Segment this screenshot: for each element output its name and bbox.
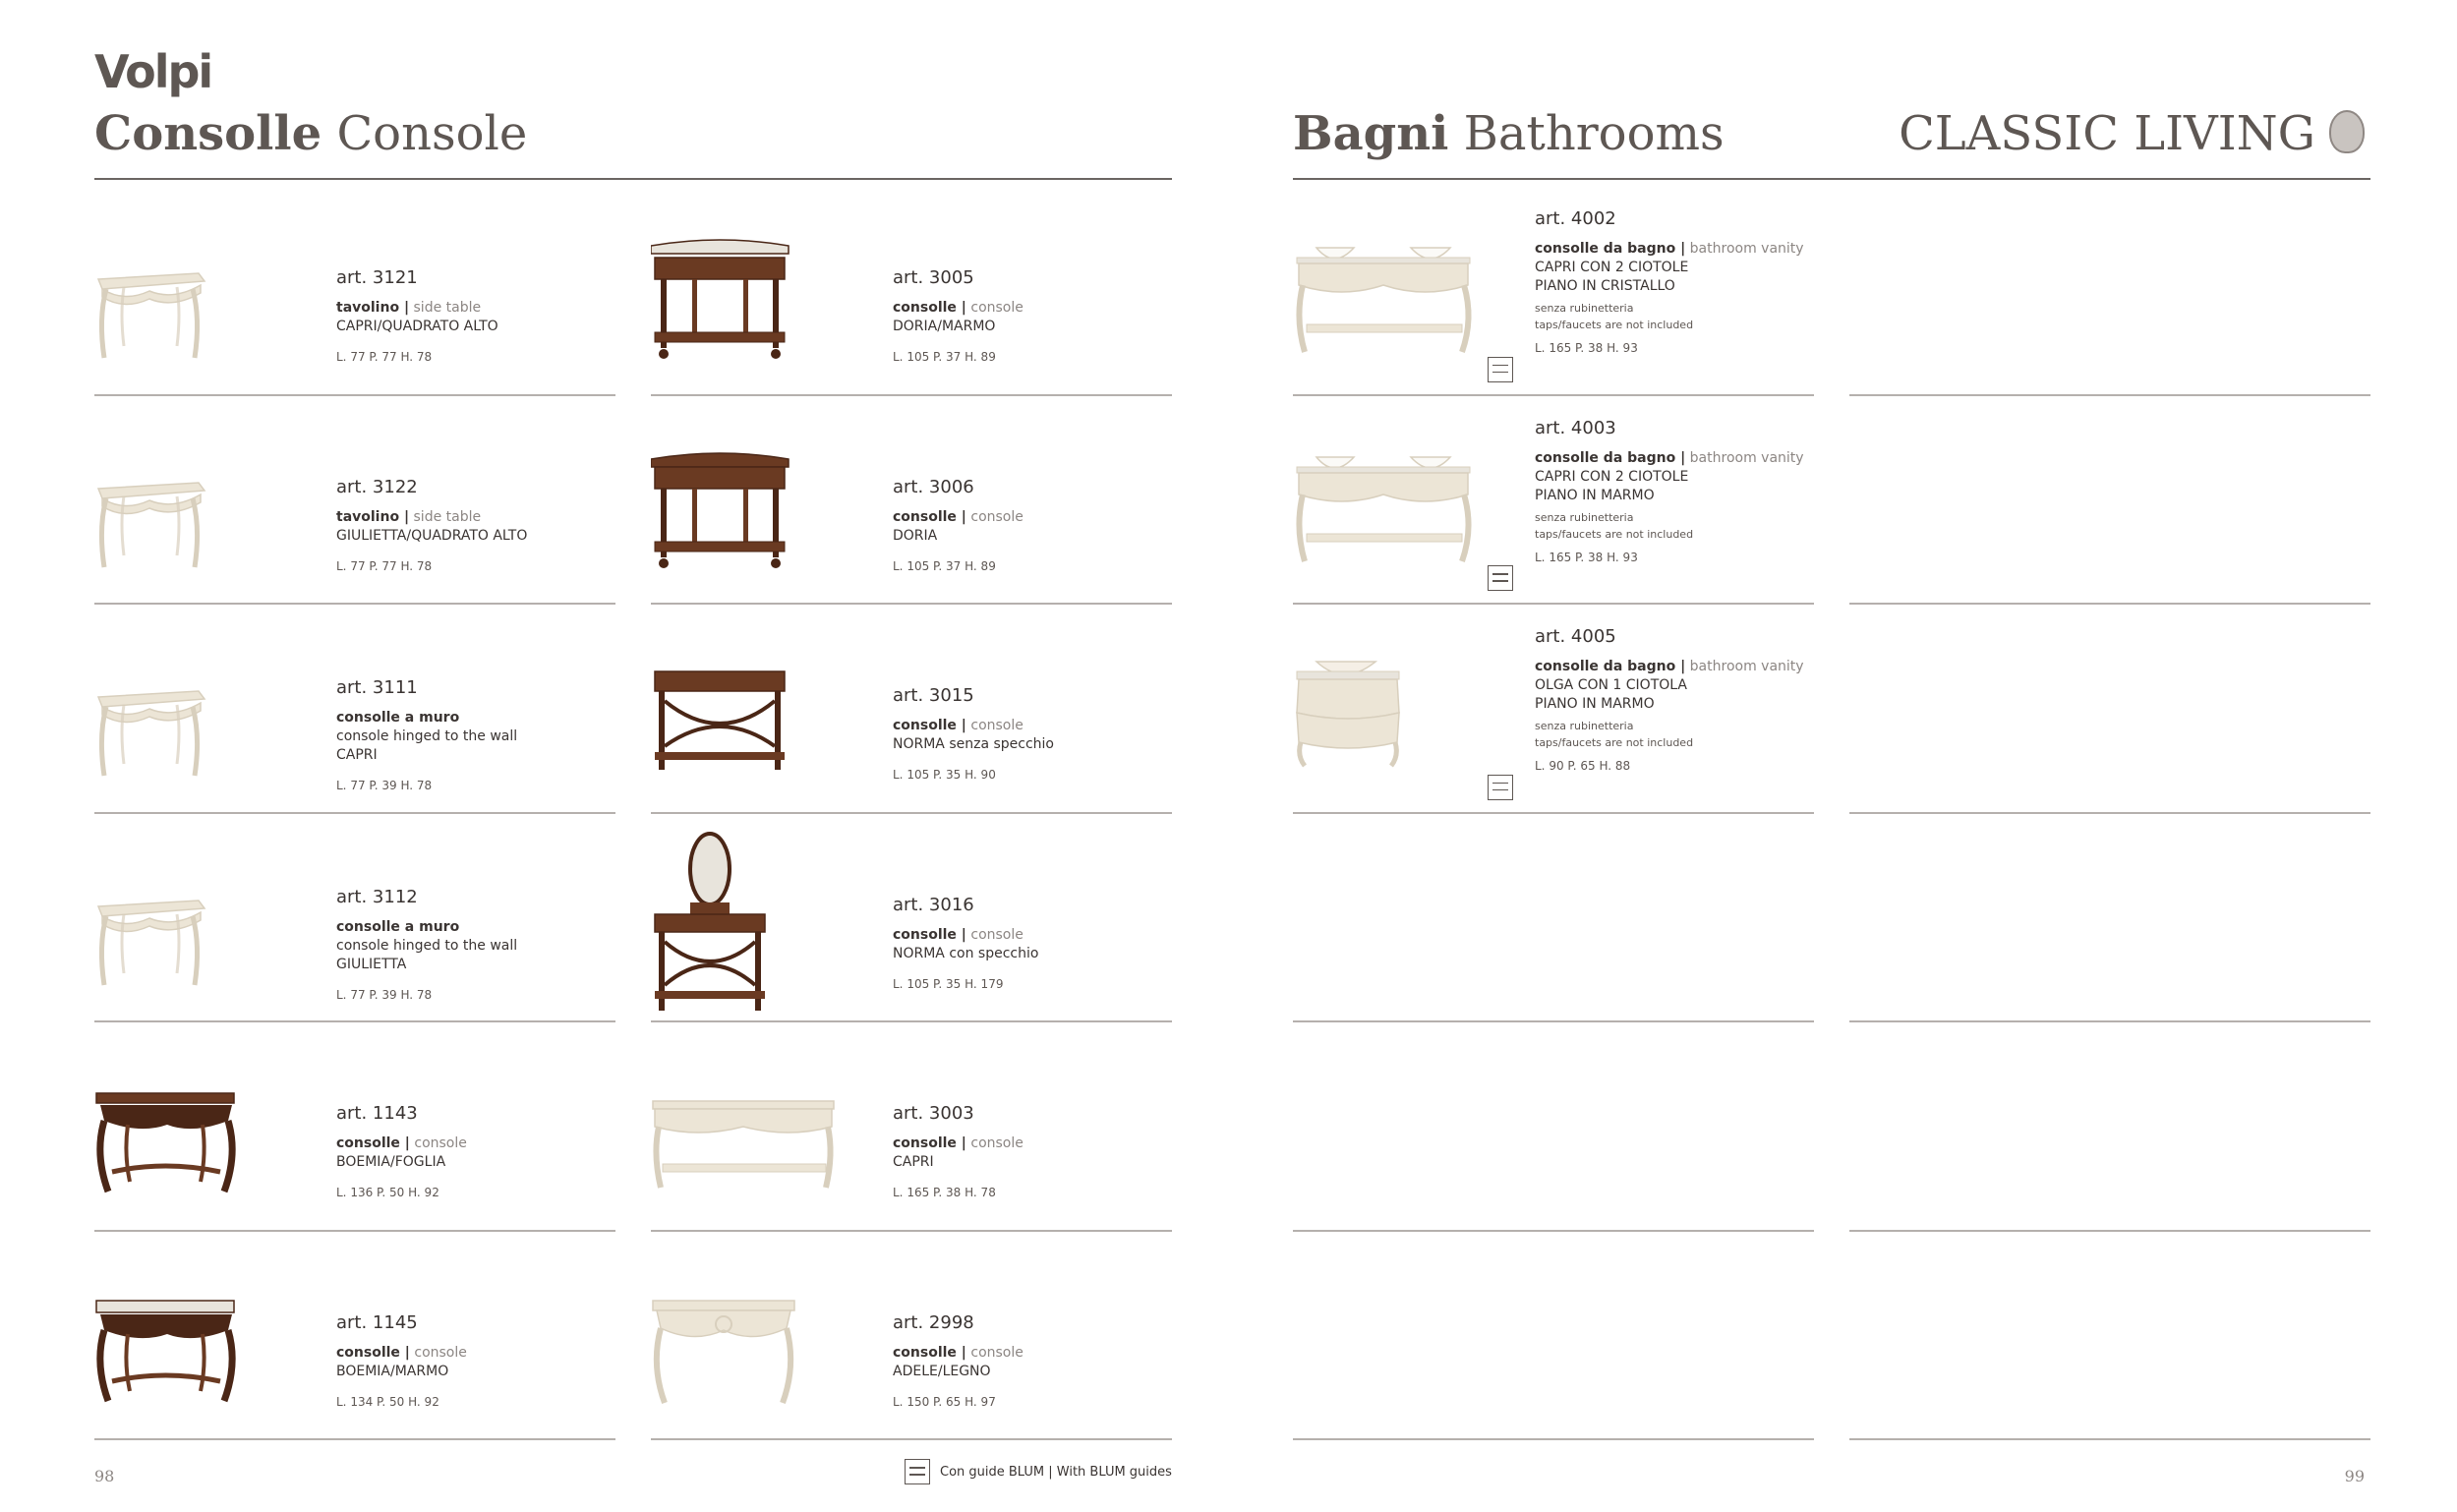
category-it: consolle | (893, 508, 966, 525)
product-dimensions: L. 77 P. 77 H. 78 (336, 350, 433, 364)
product-info (893, 477, 1024, 573)
product-name: BOEMIA/MARMO (336, 1363, 449, 1379)
category-it: consolle a muro (336, 918, 460, 935)
product-info (336, 1103, 467, 1199)
product-card (651, 814, 1172, 1023)
category-en: console (970, 508, 1024, 525)
product-info (1535, 208, 1804, 355)
product-info (893, 1103, 1024, 1199)
product-dimensions: L. 105 P. 35 H. 179 (893, 976, 1004, 991)
product-card (1293, 396, 1814, 606)
category-en: console (414, 1344, 467, 1361)
product-name: CAPRI (893, 1154, 934, 1170)
product-card (651, 1232, 1172, 1441)
article-number: art. 4003 (1535, 417, 1616, 438)
collection-title (1899, 106, 2365, 161)
product-image (1293, 648, 1440, 785)
product-image (94, 1275, 242, 1413)
category-it: consolle | (336, 1135, 410, 1151)
right-section-title (1293, 106, 1725, 161)
article-number: art. 1145 (336, 1311, 418, 1333)
category-en: console (970, 1344, 1024, 1361)
right-section-title-light: Bathrooms (1463, 106, 1725, 161)
category-en: console hinged to the wall (336, 937, 518, 954)
product-info (893, 685, 1054, 782)
category-en: bathroom vanity (1689, 241, 1804, 257)
row-divider (1849, 603, 2370, 605)
category-it: consolle | (336, 1344, 410, 1361)
category-it: consolle a muro (336, 710, 460, 726)
blum-guides-icon (1488, 775, 1513, 800)
row-divider (1293, 1230, 1814, 1232)
product-image (651, 1066, 798, 1203)
article-number: art. 3015 (893, 685, 974, 706)
product-name: CAPRI CON 2 CIOTOLE (1535, 468, 1689, 485)
product-note-en: taps/faucets are not included (1535, 527, 1694, 541)
category-it: consolle | (893, 1344, 966, 1361)
right-header-rule (1293, 178, 2370, 180)
category-en: console (970, 718, 1024, 733)
product-note-en: taps/faucets are not included (1535, 736, 1694, 749)
category-it: consolle da bagno | (1535, 241, 1686, 257)
product-info (336, 887, 517, 1002)
product-info (893, 895, 1038, 991)
blum-guides-icon (905, 1459, 930, 1484)
category-en: bathroom vanity (1689, 449, 1804, 466)
product-name: DORIA (893, 527, 938, 544)
product-image (651, 883, 798, 1020)
product-card (94, 1232, 615, 1441)
product-dimensions: L. 77 P. 39 H. 78 (336, 779, 433, 792)
product-dimensions: L. 150 P. 65 H. 97 (893, 1394, 996, 1409)
category-it: tavolino | (336, 508, 410, 525)
article-number: art. 3112 (336, 886, 418, 907)
product-image (94, 1066, 242, 1203)
article-number: art. 3111 (336, 677, 418, 698)
row-divider (1849, 812, 2370, 814)
category-en: bathroom vanity (1689, 659, 1804, 674)
product-image (94, 857, 242, 995)
product-card (651, 1022, 1172, 1232)
product-dimensions: L. 90 P. 65 H. 88 (1535, 759, 1631, 773)
product-note-it: senza rubinetteria (1535, 302, 1634, 315)
product-note-en: taps/faucets are not included (1535, 319, 1694, 331)
left-header-rule (94, 178, 1172, 180)
article-number: art. 3003 (893, 1103, 974, 1124)
right-section-title-bold: Bagni (1293, 106, 1449, 161)
product-dimensions: L. 134 P. 50 H. 92 (336, 1394, 439, 1409)
product-subname: PIANO IN CRISTALLO (1535, 278, 1675, 294)
article-number: art. 3005 (893, 267, 974, 288)
product-image (651, 1275, 798, 1413)
product-card (1293, 187, 1814, 396)
product-dimensions: L. 77 P. 77 H. 78 (336, 558, 433, 573)
product-dimensions: L. 165 P. 38 H. 93 (1535, 341, 1638, 355)
product-info (336, 1312, 467, 1409)
category-en: console hinged to the wall (336, 728, 518, 744)
product-name: CAPRI (336, 747, 378, 763)
article-number: art. 1143 (336, 1103, 418, 1124)
product-info (893, 267, 1024, 364)
product-name: CAPRI CON 2 CIOTOLE (1535, 260, 1689, 275)
product-info (336, 267, 498, 364)
category-en: console (970, 926, 1024, 943)
product-info (1535, 626, 1804, 773)
category-en: console (970, 1135, 1024, 1151)
product-image (94, 439, 242, 577)
category-it: tavolino | (336, 300, 410, 316)
row-divider (1849, 1020, 2370, 1022)
left-section-title-light: Console (336, 106, 528, 161)
product-card (1293, 605, 1814, 814)
product-card (651, 605, 1172, 814)
category-it: consolle | (893, 926, 966, 943)
product-name: NORMA senza specchio (893, 736, 1055, 752)
product-card (651, 187, 1172, 396)
product-note-it: senza rubinetteria (1535, 510, 1634, 524)
product-name: OLGA CON 1 CIOTOLA (1535, 677, 1687, 693)
product-image (651, 439, 798, 577)
product-dimensions: L. 105 P. 35 H. 90 (893, 768, 996, 782)
blum-guides-note: Con guide BLUM | With BLUM guides (940, 1465, 1172, 1480)
product-dimensions: L. 165 P. 38 H. 93 (1535, 550, 1638, 564)
product-subname: PIANO IN MARMO (1535, 696, 1655, 712)
product-image (94, 648, 242, 785)
product-image (1293, 230, 1440, 368)
brand-logo: Volpi (94, 45, 212, 98)
product-info (336, 677, 517, 792)
row-divider (1293, 1438, 1814, 1440)
article-number: art. 3122 (336, 476, 418, 497)
product-name: ADELE/LEGNO (893, 1363, 991, 1379)
article-number: art. 2998 (893, 1311, 974, 1333)
product-name: CAPRI/QUADRATO ALTO (336, 319, 498, 334)
product-image (1293, 439, 1440, 577)
collection-emblem-icon (2329, 110, 2365, 153)
blum-guides-icon (1488, 565, 1513, 591)
product-card (94, 605, 615, 814)
product-name: NORMA con specchio (893, 945, 1039, 961)
category-it: consolle | (893, 300, 966, 316)
product-card (94, 1022, 615, 1232)
product-info (1535, 418, 1804, 564)
product-card (651, 396, 1172, 606)
product-image (651, 230, 798, 368)
category-it: consolle | (893, 718, 966, 733)
product-dimensions: L. 105 P. 37 H. 89 (893, 350, 996, 364)
product-card (94, 187, 615, 396)
product-dimensions: L. 165 P. 38 H. 78 (893, 1186, 996, 1199)
blum-guides-icon (1488, 357, 1513, 382)
product-name: DORIA/MARMO (893, 319, 996, 334)
product-name: BOEMIA/FOGLIA (336, 1154, 446, 1170)
product-dimensions: L. 77 P. 39 H. 78 (336, 987, 433, 1002)
article-number: art. 4005 (1535, 626, 1616, 647)
product-dimensions: L. 136 P. 50 H. 92 (336, 1186, 439, 1199)
product-subname: PIANO IN MARMO (1535, 487, 1655, 503)
product-card (94, 814, 615, 1023)
product-card (94, 396, 615, 606)
left-section-title (94, 106, 527, 161)
product-image (94, 230, 242, 368)
article-number: art. 3016 (893, 894, 974, 915)
article-number: art. 4002 (1535, 208, 1616, 229)
row-divider (1849, 1230, 2370, 1232)
product-dimensions: L. 105 P. 37 H. 89 (893, 558, 996, 573)
category-en: console (970, 300, 1024, 316)
category-en: console (414, 1135, 467, 1151)
product-image (651, 648, 798, 785)
row-divider (1849, 1438, 2370, 1440)
left-section-title-bold: Consolle (94, 106, 322, 161)
article-number: art. 3121 (336, 267, 418, 288)
product-name: GIULIETTA (336, 956, 407, 972)
product-info (336, 477, 527, 573)
product-note-it: senza rubinetteria (1535, 720, 1634, 732)
article-number: art. 3006 (893, 476, 974, 497)
category-it: consolle | (893, 1135, 966, 1151)
row-divider (1849, 394, 2370, 396)
page-number-left: 98 (94, 1467, 115, 1485)
page-number-right: 99 (2344, 1467, 2365, 1485)
category-en: side table (413, 508, 482, 525)
category-en: side table (413, 300, 482, 316)
collection-title-text: CLASSIC LIVING (1899, 106, 2315, 161)
category-it: consolle da bagno | (1535, 449, 1686, 466)
row-divider (1293, 1020, 1814, 1022)
category-it: consolle da bagno | (1535, 659, 1686, 674)
product-info (893, 1312, 1024, 1409)
product-name: GIULIETTA/QUADRATO ALTO (336, 527, 528, 544)
